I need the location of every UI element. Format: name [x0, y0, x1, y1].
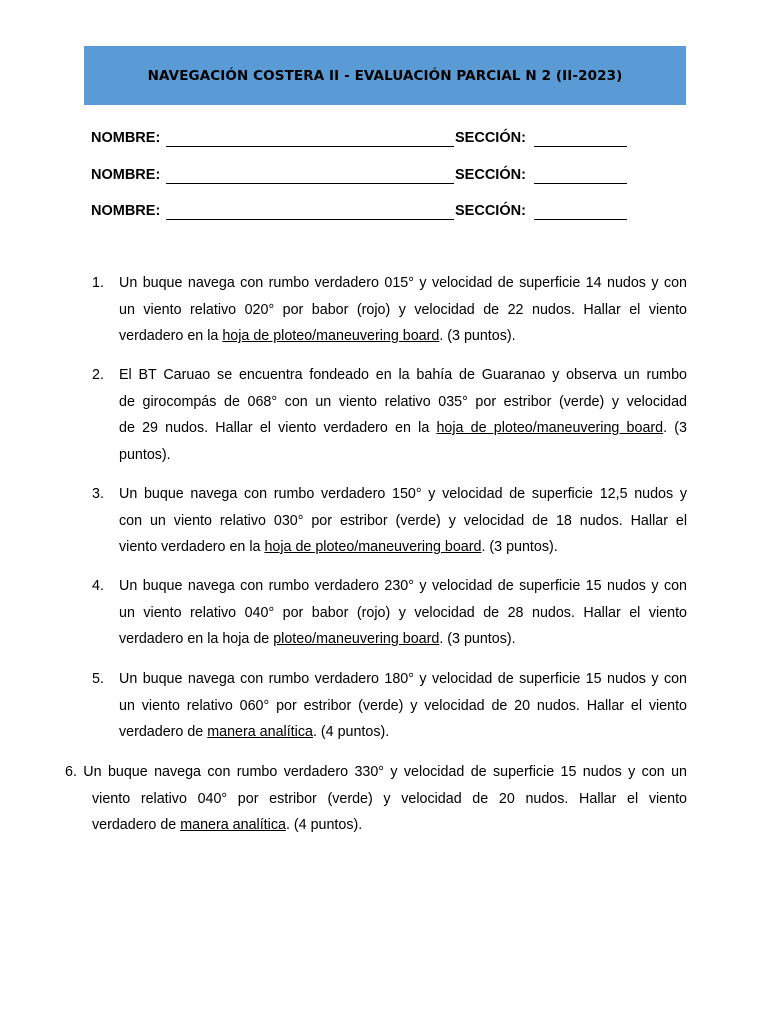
question-number: 2. [92, 367, 104, 383]
underlined-reference: hoja de ploteo/maneuvering board [222, 328, 440, 344]
question-4 [92, 573, 687, 653]
question-text-line [119, 323, 687, 350]
question-text-line [119, 415, 687, 442]
section-label: SECCIÓN: [455, 167, 526, 183]
section-label: SECCIÓN: [455, 203, 526, 219]
question-text-line [119, 626, 687, 653]
underlined-reference: ploteo/maneuvering board [273, 631, 440, 647]
section-field-3[interactable] [534, 219, 627, 220]
question-points: . (4 puntos). [285, 817, 363, 833]
underlined-reference: hoja de ploteo/maneuvering board [436, 420, 664, 436]
question-text-line [119, 534, 687, 561]
question-text-line: viento relativo 040° por estribor (verde) y velocidad de 20 nudos. Hallar el viento [92, 790, 687, 807]
question-number: 5. [92, 671, 104, 687]
section-label: SECCIÓN: [455, 130, 526, 146]
question-text-line: Un buque navega con rumbo verdadero 015° y velocidad de superficie 14 nudos y con [119, 275, 687, 291]
question-text-line: 6. Un buque navega con rumbo verdadero 330° y velocidad de superficie 15 nudos y con un [65, 764, 687, 780]
student-row-2 [91, 167, 651, 187]
question-1 [92, 270, 687, 350]
question-6 [65, 759, 687, 839]
question-text-line: Un buque navega con rumbo verdadero 230° y velocidad de superficie 15 nudos y con [119, 578, 687, 594]
question-number: 4. [92, 578, 104, 594]
question-3 [92, 481, 687, 561]
question-5 [92, 666, 687, 746]
question-text-line [92, 812, 687, 839]
header-banner [84, 46, 686, 105]
question-text-line: Un buque navega con rumbo verdadero 150° y velocidad de superficie 12,5 nudos y [119, 486, 687, 502]
question-points: . (4 puntos). [312, 724, 390, 740]
underlined-reference: hoja de ploteo/maneuvering board [264, 539, 482, 555]
page-title: NAVEGACIÓN COSTERA II - EVALUACIÓN PARCIAL N 2 (II-2023) [147, 67, 623, 84]
question-text: viento verdadero en la [119, 539, 265, 555]
question-number: 1. [92, 275, 104, 291]
question-points: . (3 puntos). [439, 328, 516, 344]
question-text-line [119, 719, 687, 746]
name-label: NOMBRE: [91, 203, 161, 219]
question-text-line: un viento relativo 060° por estribor (verde) y velocidad de 20 nudos. Hallar el viento [119, 697, 687, 714]
question-points: . (3 [663, 420, 687, 436]
name-field-3[interactable] [166, 219, 454, 220]
underlined-reference: manera analítica [180, 817, 286, 833]
name-label: NOMBRE: [91, 167, 161, 183]
question-text-line: puntos). [119, 446, 171, 463]
question-text-line: de girocompás de 068° con un viento relativo 035° por estribor (verde) y velocidad [119, 393, 687, 410]
student-row-3 [91, 203, 651, 223]
section-field-2[interactable] [534, 183, 627, 184]
question-text: verdadero en la hoja de [119, 631, 274, 647]
underlined-reference: manera analítica [207, 724, 313, 740]
name-field-1[interactable] [166, 146, 454, 147]
question-text: verdadero de [92, 817, 181, 833]
question-text-line: Un buque navega con rumbo verdadero 180° y velocidad de superficie 15 nudos y con [119, 671, 687, 687]
question-points: . (3 puntos). [439, 631, 516, 647]
question-text-line: con un viento relativo 030° por estribor (verde) y velocidad de 18 nudos. Hallar el [119, 512, 687, 529]
question-text: verdadero de [119, 724, 208, 740]
student-row-1 [91, 130, 651, 150]
question-number: 3. [92, 486, 104, 502]
question-text-line: un viento relativo 040° por babor (rojo) y velocidad de 28 nudos. Hallar el viento [119, 604, 687, 621]
name-field-2[interactable] [166, 183, 454, 184]
question-text: de 29 nudos. Hallar el viento verdadero en la [119, 420, 437, 436]
question-2 [92, 362, 687, 468]
section-field-1[interactable] [534, 146, 627, 147]
name-label: NOMBRE: [91, 130, 161, 146]
question-text-line: un viento relativo 020° por babor (rojo) y velocidad de 22 nudos. Hallar el viento [119, 301, 687, 318]
question-points: . (3 puntos). [481, 539, 558, 555]
question-text: verdadero en la [119, 328, 223, 344]
question-text-line: El BT Caruao se encuentra fondeado en la bahía de Guaranao y observa un rumbo [119, 367, 687, 383]
